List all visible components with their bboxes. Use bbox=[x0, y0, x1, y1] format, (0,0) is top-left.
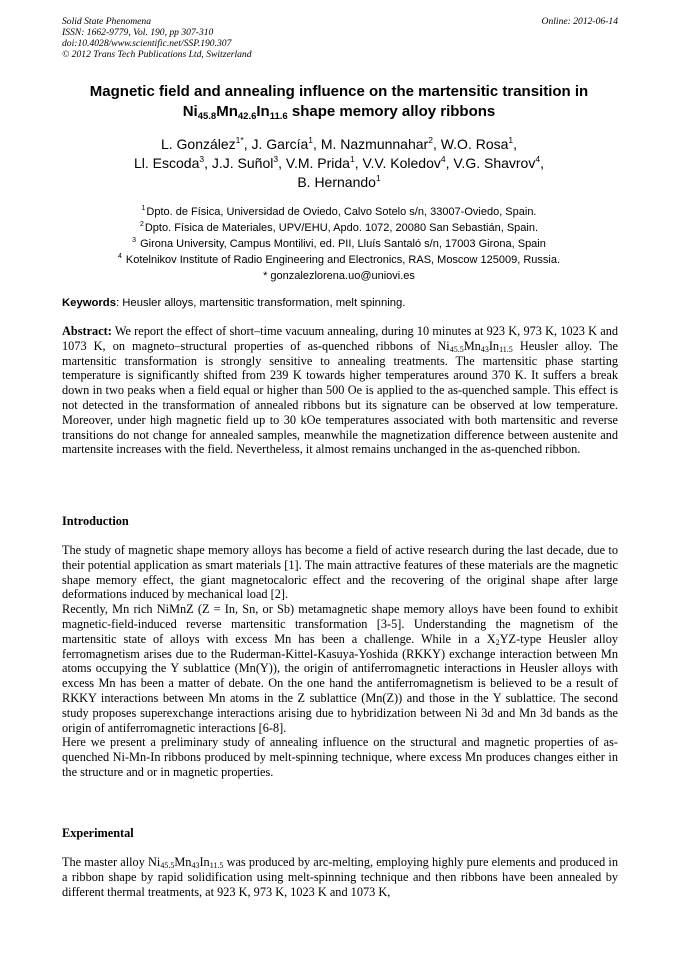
authors-line-1: L. González$^{1*}$, J. García$^1$, M. Nazmunnahar$^2$, W.O. Rosa$^1$, bbox=[160, 135, 518, 152]
intro-paragraph-2 bbox=[62, 602, 618, 735]
title-ni-sub: 45.8 bbox=[197, 111, 217, 122]
title-mn-sub: 42.6 bbox=[237, 111, 257, 122]
corresponding-email: * gonzalezlorena.uo@uniovi.es bbox=[263, 270, 415, 282]
author-affil-mark: 1 bbox=[308, 135, 314, 145]
affiliation-list bbox=[40, 204, 638, 284]
experimental-heading: Experimental bbox=[62, 826, 134, 840]
abstract-in: In bbox=[488, 338, 500, 353]
title-ni: Ni bbox=[182, 103, 198, 120]
online-date: Online: 2012-06-14 bbox=[541, 16, 618, 27]
author: M. Nazmunnahar bbox=[320, 136, 429, 152]
exp-text-2: was produced by arc-melting, employing highly pure elements and produced in a ribbon shape by rapid solidification using melt-spinning technique and then ribbons have been annealed by different thermal treatments, at 923 K, 973 K, 1023 K and 1073 K, bbox=[62, 855, 618, 899]
author: B. Hernando bbox=[297, 174, 376, 190]
intro-paragraph-3: Here we present a preliminary study of annealing influence on the structural and magnetic properties of as-quenched Ni-Mn-In ribbons produced by melt-spinning technique, where excess Mn produces changes either in the structure and or in magnetic properties. bbox=[62, 735, 618, 779]
affiliation bbox=[40, 220, 638, 236]
author-affil-mark: 3 bbox=[199, 154, 205, 164]
affiliation bbox=[40, 204, 638, 220]
author-affil-mark: 2 bbox=[428, 135, 433, 145]
title-mn: Mn bbox=[216, 103, 238, 120]
introduction-section bbox=[62, 543, 618, 780]
abstract-ni-sub: 45.5 bbox=[449, 344, 464, 354]
abstract bbox=[62, 324, 618, 457]
affiliation bbox=[40, 252, 638, 268]
intro-paragraph-1: The study of magnetic shape memory alloys has become a field of active research during the last decade, due to their potential application as smart materials [1]. The main attractive features of these materials are the magnetic shape memory effect, the giant magnetocaloric effect and the recovering of the original shape after large deformations induced by mechanical load [2]. bbox=[62, 543, 618, 602]
affiliation bbox=[40, 236, 638, 252]
exp-in-sub: 11.5 bbox=[209, 861, 224, 870]
intro-p2-text-2: YZ-type Heusler alloy ferromagnetism arises due to the Ruderman-Kittel-Kasuya-Yoshida (RKKY) exchange interaction between Mn atoms occupying the Y sublattice (Mn(Y)), the origin of antiferromagnetic interactions in Heusler alloys with excess Mn has been a matter of debate. On the one hand the antiferromagnetism is believed to be a result of RKKY interactions between Mn atoms in the Z sublattice (Mn(Z)) and those in the Y sublattice. The second study proposes superexchange interactions arising due to hybridization between Ni 3d and Mn 3d bands as the origin of antiferromagnetic interactions [6-8]. bbox=[62, 631, 618, 735]
introduction-heading: Introduction bbox=[62, 514, 129, 528]
abstract-mn-sub: 43 bbox=[480, 344, 489, 354]
author: Ll. Escoda bbox=[134, 155, 200, 171]
affiliation-text: Dpto. de Física, Universidad de Oviedo, Calvo Sotelo s/n, 33007-Oviedo, Spain. bbox=[146, 206, 537, 218]
affiliation-text: Girona University, Campus Montilivi, ed. PII, Lluís Santaló s/n, 17003 Girona, Spain bbox=[140, 238, 546, 250]
issn-line: ISSN: 1662-9779, Vol. 190, pp 307-310 bbox=[62, 27, 214, 38]
authors-line-3 bbox=[40, 173, 638, 192]
author: V.V. Koledov bbox=[362, 155, 441, 171]
authors-line-2: Ll. Escoda$^3$, J.J. Suñol$^3$, V.M. Prida$^1$, V.V. Koledov$^4$, V.G. Shavrov$^4$, bbox=[134, 154, 544, 171]
intro-p2-text-1: Recently, Mn rich NiMnZ (Z = In, Sn, or Sb) metamagnetic shape memory alloys have been found to exhibit magnetic-field-induced reverse martensitic transformation [3-5]. Understanding the magnetism of the martensitic state of alloys with excess Mn has been a challenge. While in a X bbox=[62, 602, 618, 646]
affiliation-text: Kotelnikov Institute of Radio Engineering and Electronics, RAS, Moscow 125009, Russia. bbox=[125, 254, 561, 266]
title-line-1: Magnetic field and annealing influence on the martensitic transition in bbox=[89, 83, 589, 100]
author: V.G. Shavrov bbox=[453, 155, 536, 171]
abstract-ni: Ni bbox=[437, 338, 450, 353]
author-list bbox=[40, 135, 638, 192]
author-affil-mark: 1 bbox=[508, 135, 514, 145]
journal-header bbox=[62, 16, 618, 60]
paper-title bbox=[40, 82, 638, 122]
author-affil-mark: 4 bbox=[440, 154, 446, 164]
exp-text-1: The master alloy bbox=[62, 855, 149, 869]
author-affil-mark: 1* bbox=[235, 135, 244, 145]
abstract-mn: Mn bbox=[463, 338, 481, 353]
journal-name: Solid State Phenomena bbox=[62, 16, 151, 27]
intro-p2-sub: 2 bbox=[495, 637, 500, 647]
experimental-paragraph bbox=[62, 855, 618, 899]
affiliation-number: 1 bbox=[141, 205, 146, 212]
author: J.J. Suñol bbox=[211, 155, 274, 171]
exp-in: In bbox=[199, 855, 210, 869]
exp-mn-sub: 43 bbox=[191, 861, 200, 870]
title-in-sub: 11.6 bbox=[269, 111, 288, 122]
title-in: In bbox=[256, 103, 270, 120]
author-affil-mark: 1 bbox=[349, 154, 355, 164]
author: W.O. Rosa bbox=[440, 136, 509, 152]
affiliation-number: 4 bbox=[117, 253, 122, 260]
author: J. García bbox=[251, 136, 309, 152]
title-line-2 bbox=[40, 102, 638, 122]
doi-line: doi:10.4028/www.scientific.net/SSP.190.307 bbox=[62, 38, 232, 49]
keywords-text: : Heusler alloys, martensitic transformation, melt spinning. bbox=[116, 297, 406, 309]
author: V.M. Prida bbox=[285, 155, 350, 171]
exp-ni: Ni bbox=[148, 855, 161, 869]
affiliation-number: 2 bbox=[139, 221, 144, 228]
exp-ni-sub: 45.5 bbox=[160, 861, 175, 870]
keywords bbox=[62, 296, 618, 311]
abstract-text-2: Heusler alloy. The martensitic transformation is strongly sensitive to annealing treatments. The martensitic phase starting temperature is significantly shifted from 239 K towards higher temperatures around 370 K. It suffers a break down in two peaks when a field equal or higher than 500 Oe is applied to the as-quenched sample. This effect is not detected in the transformation of annealed ribbons but its signature can be observed at low temperature. Moreover, under high magnetic field up to 30 kOe temperatures associated with both martensitic and reverse transitions do not change for annealed samples, meanwhile the magnetization difference between austenite and martensite increases with the field. Nevertheless, it almost remains unchanged in the as-quenched ribbon. bbox=[62, 338, 618, 457]
experimental-section bbox=[62, 855, 618, 899]
author-affil-mark: 1 bbox=[375, 173, 381, 183]
keywords-label: Keywords bbox=[62, 297, 116, 309]
abstract-text-1: We report the effect of short–time vacuum annealing, during 10 minutes at 923 K, 973 K, 1023 K and 1073 K, on magneto–structural properties of as-quenched ribbons of bbox=[62, 324, 618, 353]
title-rest: shape memory alloy ribbons bbox=[287, 103, 496, 120]
abstract-label: Abstract: bbox=[62, 324, 112, 338]
affiliation-number: 3 bbox=[132, 237, 137, 244]
abstract-in-sub: 11.5 bbox=[499, 344, 513, 354]
exp-mn: Mn bbox=[174, 855, 192, 869]
author: L. González bbox=[160, 136, 236, 152]
affiliation-text: Dpto. Física de Materiales, UPV/EHU, Apdo. 1072, 20080 San Sebastián, Spain. bbox=[144, 222, 539, 234]
copyright-line: © 2012 Trans Tech Publications Ltd, Switzerland bbox=[62, 49, 252, 60]
author-affil-mark: 4 bbox=[535, 154, 541, 164]
author-affil-mark: 3 bbox=[273, 154, 279, 164]
